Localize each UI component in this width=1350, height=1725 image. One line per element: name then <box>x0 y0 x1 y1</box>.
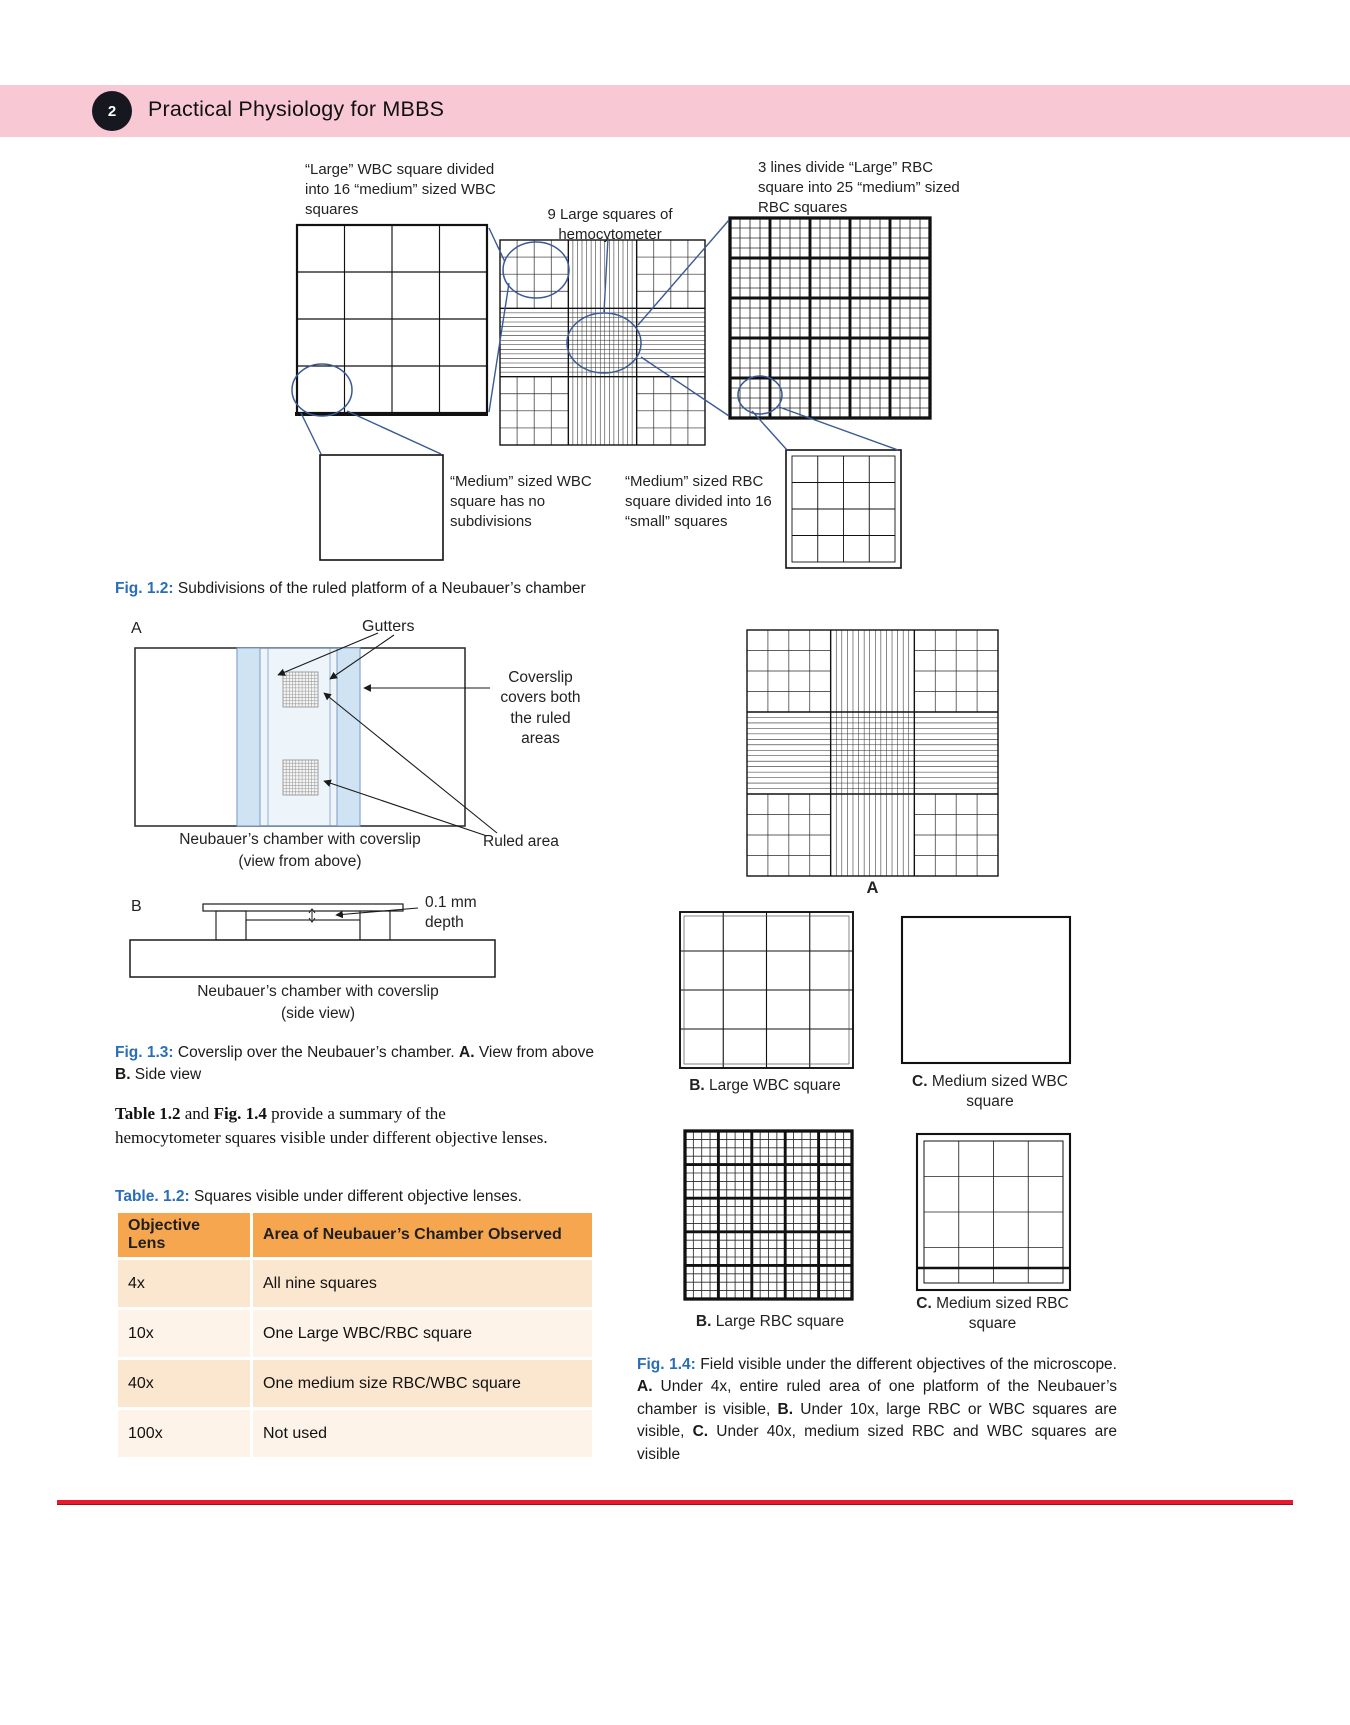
fig13-label-b: B <box>131 898 142 915</box>
fig14-label-a: A <box>866 879 879 897</box>
fig12-label-wbc-large: “Large” WBC square divided into 16 “medium” sized WBC squares <box>305 161 496 218</box>
fig14-label-c-wbc-text: Medium sized WBC square <box>927 1073 1068 1111</box>
table-cell-area: One medium size RBC/WBC square <box>253 1360 592 1407</box>
fig12-label-nine-squares: 9 Large squares of hemocytometer <box>547 206 673 243</box>
table-caption <box>115 1186 635 1208</box>
fig14-caption-t1: Field visible under the different objectives of the microscope. <box>695 1356 1117 1373</box>
fig12-caption-text: Subdivisions of the ruled platform of a Neubauer’s chamber <box>173 580 586 597</box>
fig13-caption-a: A. <box>459 1044 475 1061</box>
para-text2a: provide a summary of the <box>266 1104 446 1123</box>
fig12-caption-prefix: Fig. 1.2: <box>115 580 174 597</box>
fig13-caption-text: Coverslip over the Neubauer’s chamber. <box>173 1044 460 1061</box>
fig12-label-rbc-large: 3 lines divide “Large” RBC square into 25 “medium” sized RBC squares <box>758 159 960 216</box>
para-ref-fig: Fig. 1.4 <box>213 1104 267 1123</box>
fig14-caption-prefix: Fig. 1.4: <box>637 1356 696 1373</box>
fig14-grid-medium-wbc <box>900 915 1072 1065</box>
fig14-grid-full <box>745 628 1000 878</box>
table-caption-text: Squares visible under different objective lenses. <box>189 1188 522 1205</box>
fig13-caption-text3: Side view <box>130 1065 202 1083</box>
table-cell-area: Not used <box>253 1410 592 1457</box>
fig14-label-c-rbc-text: Medium sized RBC square <box>931 1295 1069 1333</box>
fig13-top-caption-line2: (view from above) <box>238 853 362 870</box>
fig14-caption-t2: Under 4x, entire ruled area of one platform of the Neubauer’s chamber is visible, <box>637 1378 1117 1418</box>
fig14-label-b-wbc-text: Large WBC square <box>704 1077 841 1094</box>
fig14-label-b-rbc <box>645 1312 895 1332</box>
fig13-label-gutters: Gutters <box>362 618 415 635</box>
fig14-label-c-rbc-bold: C. <box>916 1295 932 1312</box>
table-row <box>118 1260 592 1307</box>
fig12-label-rbc-medium: “Medium” sized RBC square divided into 16 “small” squares <box>625 473 772 530</box>
fig14-label-b-rbc-text: Large RBC square <box>711 1313 845 1330</box>
fig14-label-c-rbc <box>905 1294 1080 1335</box>
fig14-label-b-rbc-bold: B. <box>695 1313 712 1330</box>
fig14-grid-large-wbc <box>678 910 855 1070</box>
fig14-caption-b: B. <box>777 1400 794 1418</box>
fig13-label-depth: 0.1 mm depth <box>425 894 477 932</box>
fig13-top-caption-line1: Neubauer’s chamber with coverslip <box>179 831 421 848</box>
table-cell-lens: 100x <box>118 1410 250 1457</box>
table-header-area-observed: Area of Neubauer’s Chamber Observed <box>253 1213 592 1257</box>
fig14-caption-t4: Under 40x, medium sized RBC and WBC squares are visible <box>637 1423 1117 1463</box>
para-ref-table: Table 1.2 <box>115 1104 181 1123</box>
table-header-objective-lens: Objective Lens <box>118 1213 250 1257</box>
body-paragraph <box>115 1102 612 1150</box>
fig14-caption-c: C. <box>692 1423 709 1441</box>
fig14-caption-a: A. <box>637 1378 653 1396</box>
fig13-caption-b: B. <box>115 1065 131 1083</box>
table-row <box>118 1360 592 1407</box>
table-cell-lens: 40x <box>118 1360 250 1407</box>
fig13-caption-text2: View from above <box>474 1044 595 1061</box>
page-number: 2 <box>107 102 117 120</box>
table-caption-prefix: Table. 1.2: <box>115 1188 190 1205</box>
fig13-label-coverslip: Coverslip covers both the ruled areas <box>500 669 581 748</box>
fig13-side-caption-line2: (side view) <box>280 1005 356 1022</box>
fig14-label-b-wbc <box>640 1076 890 1096</box>
table-cell-area: All nine squares <box>253 1260 592 1307</box>
fig14-label-c-wbc-bold: C. <box>912 1073 928 1090</box>
fig13-side-caption-line1: Neubauer’s chamber with coverslip <box>197 983 439 1000</box>
fig14-caption-t3: Under 10x, large RBC or WBC squares are visible, <box>637 1400 1117 1441</box>
fig14-label-c-wbc <box>905 1072 1075 1113</box>
fig13-label-a: A <box>131 620 142 637</box>
objective-lens-table <box>115 1210 595 1460</box>
fig13-caption-prefix: Fig. 1.3: <box>115 1044 174 1061</box>
para-text1: and <box>180 1104 214 1123</box>
para-text2b: hemocytometer squares visible under different objective lenses. <box>115 1127 548 1147</box>
fig12-caption <box>115 578 675 600</box>
fig14-grid-large-rbc <box>682 1128 855 1302</box>
fig13-label-ruled-area: Ruled area <box>483 833 559 850</box>
fig13-caption <box>115 1042 615 1085</box>
fig14-grid-medium-rbc <box>915 1132 1072 1292</box>
table-cell-lens: 10x <box>118 1310 250 1357</box>
footer-rule <box>57 1500 1293 1505</box>
table-header-row <box>118 1213 592 1257</box>
table-row <box>118 1410 592 1457</box>
table-cell-area: One Large WBC/RBC square <box>253 1310 592 1357</box>
table-cell-lens: 4x <box>118 1260 250 1307</box>
page-number-badge <box>92 91 132 131</box>
fig12-label-wbc-medium: “Medium” sized WBC square has no subdivisions <box>450 473 592 530</box>
table-row <box>118 1310 592 1357</box>
page-title: Practical Physiology for MBBS <box>148 97 445 121</box>
fig14-caption <box>637 1354 1117 1466</box>
fig14-label-b-wbc-bold: B. <box>689 1077 705 1094</box>
